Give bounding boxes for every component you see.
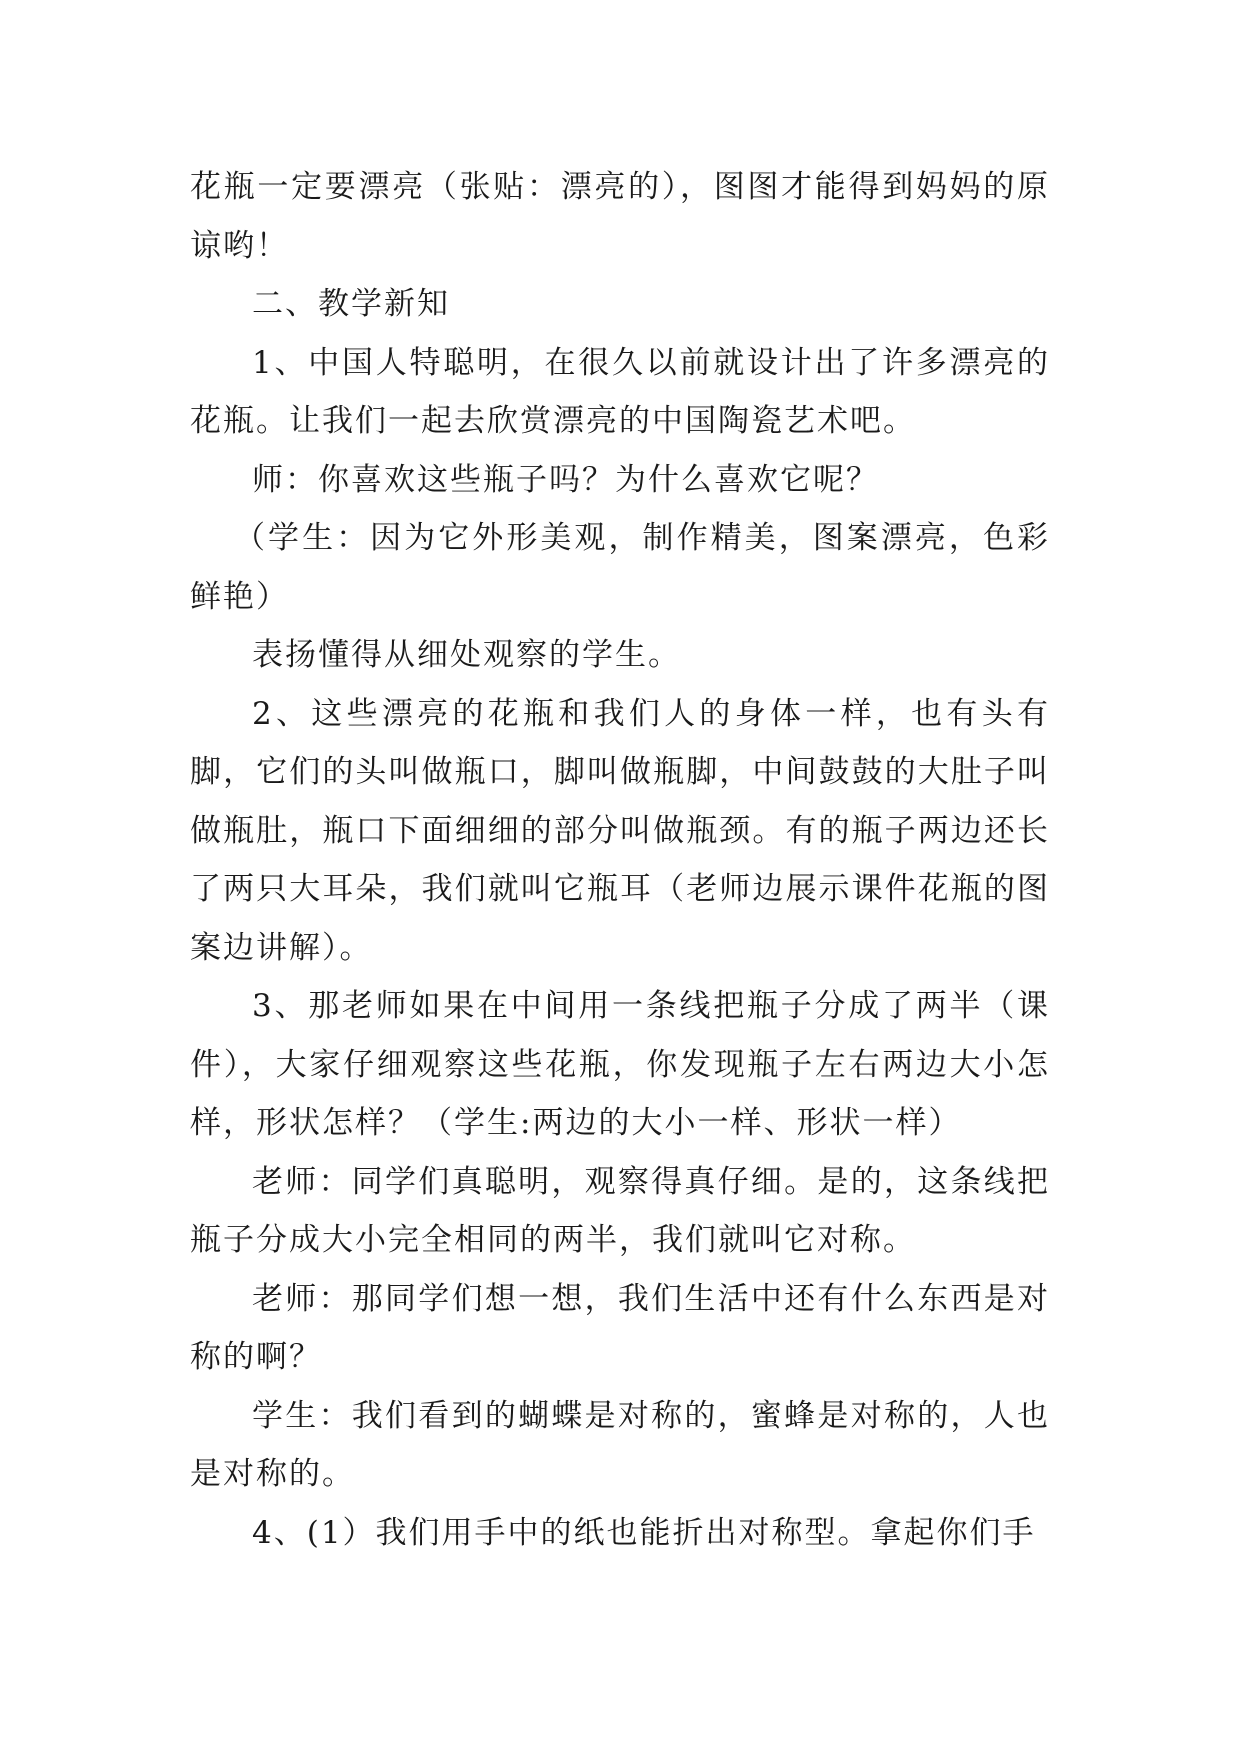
paragraph-student-answer: （学生：因为它外形美观，制作精美，图案漂亮，色彩鲜艳）: [190, 520, 1050, 615]
document-body: [190, 158, 1050, 1562]
paragraph-teacher-question: 师：你喜欢这些瓶子吗？为什么喜欢它呢？: [252, 461, 879, 498]
section-heading-new-knowledge: 二、教学新知: [252, 286, 450, 322]
paragraph-praise: 表扬懂得从细处观察的学生。: [252, 637, 681, 673]
paragraph-chinese-ceramics: 1、中国人特聪明，在很久以前就设计出了许多漂亮的花瓶。让我们一起去欣赏漂亮的中国陶瓷艺术吧。: [190, 344, 1050, 439]
paragraph-symmetry-observe: 3、那老师如果在中间用一条线把瓶子分成了两半（课件），大家仔细观察这些花瓶，你发现瓶子左右两边大小怎样，形状怎样？（学生:两边的大小一样、形状一样）: [190, 988, 1050, 1141]
paragraph-student-examples: 学生：我们看到的蝴蝶是对称的，蜜蜂是对称的，人也是对称的。: [190, 1397, 1050, 1492]
paragraph-teacher-think: 老师：那同学们想一想，我们生活中还有什么东西是对称的啊？: [190, 1280, 1050, 1375]
paragraph-paper-folding: 4、(1）我们用手中的纸也能折出对称型。拿起你们手: [252, 1514, 1036, 1551]
paragraph-symmetry-definition: 老师：同学们真聪明，观察得真仔细。是的，这条线把瓶子分成大小完全相同的两半，我们就叫它对称。: [190, 1163, 1050, 1258]
paragraph-vase-beautiful: 花瓶一定要漂亮（张贴：漂亮的），图图才能得到妈妈的原谅哟！: [190, 169, 1050, 264]
paragraph-vase-parts: 2、这些漂亮的花瓶和我们人的身体一样，也有头有脚，它们的头叫做瓶口，脚叫做瓶脚，中间鼓鼓的大肚子叫做瓶肚，瓶口下面细细的部分叫做瓶颈。有的瓶子两边还长了两只大耳朵，我们就叫它瓶耳（老师边展示课件花瓶的图案边讲解）。: [190, 695, 1050, 966]
